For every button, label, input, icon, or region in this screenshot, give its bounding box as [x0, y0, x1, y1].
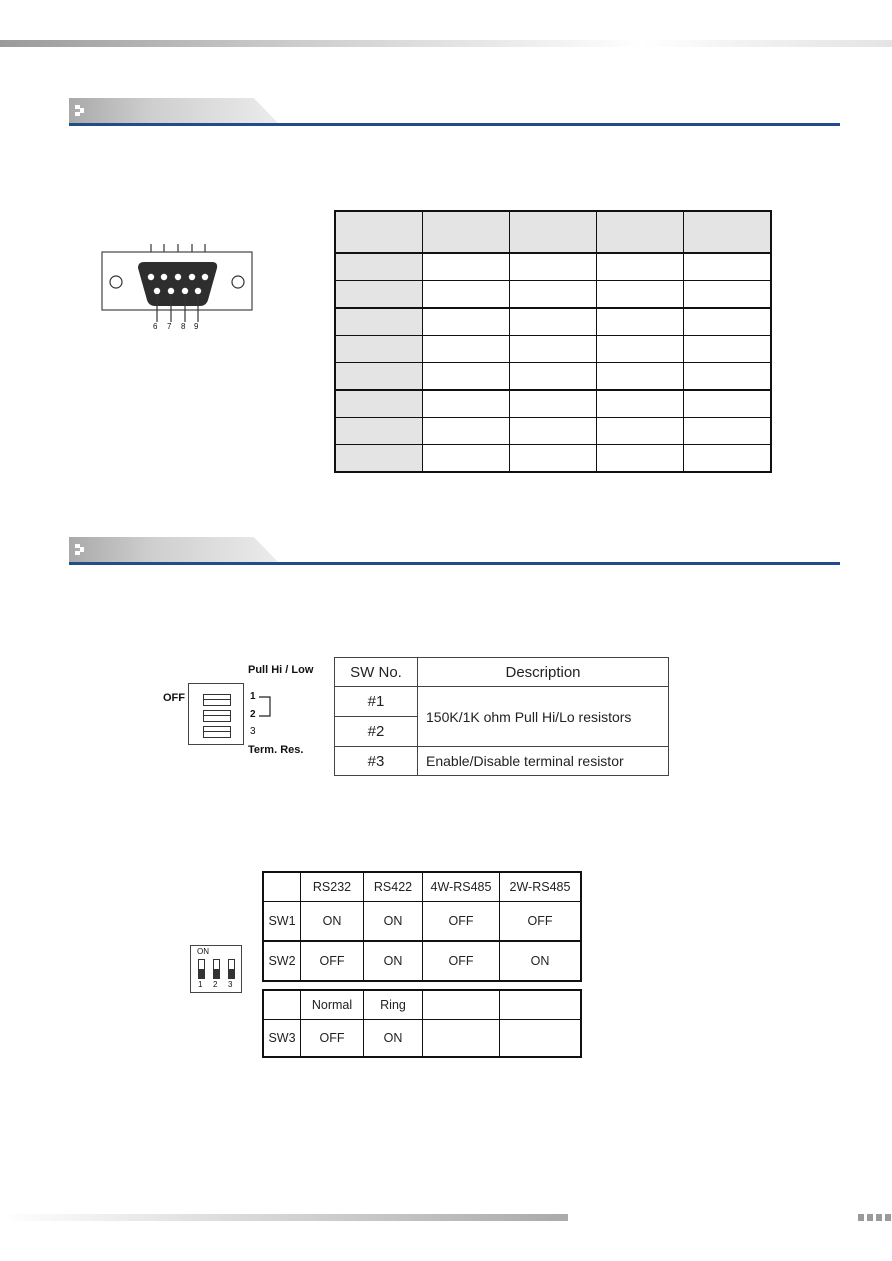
table-row	[335, 418, 771, 445]
switch-number: 2	[250, 709, 256, 720]
table-row	[335, 445, 771, 473]
table-cell: #2	[335, 717, 418, 747]
table-row	[335, 687, 669, 717]
pin-assignment-table	[334, 210, 772, 473]
table-cell: ON	[364, 1020, 423, 1058]
switch-number: 1	[250, 691, 256, 702]
table-cell	[335, 253, 423, 281]
dip-number: 1	[198, 980, 203, 989]
table-cell	[423, 445, 510, 473]
table-cell	[597, 418, 684, 445]
table-cell	[684, 253, 772, 281]
table-cell: #3	[335, 747, 418, 776]
table-cell	[597, 281, 684, 309]
table-cell	[335, 390, 423, 418]
table-cell	[684, 363, 772, 391]
table-cell: #1	[335, 687, 418, 717]
table-cell	[684, 211, 772, 253]
table-cell: 150K/1K ohm Pull Hi/Lo resistors	[418, 687, 669, 747]
table-header-cell: SW No.	[335, 658, 418, 687]
table-cell	[510, 390, 597, 418]
table-header-cell: RS232	[301, 872, 364, 902]
table-cell	[510, 281, 597, 309]
dip-switch-mode	[190, 945, 242, 993]
dip-toggle-1	[203, 694, 231, 706]
pin-label: 6	[153, 322, 158, 331]
pin-label: 9	[194, 322, 199, 331]
table-cell	[335, 308, 423, 336]
dip-number: 3	[228, 980, 233, 989]
pin-label: 7	[167, 322, 172, 331]
pin-label: 8	[181, 322, 186, 331]
table-header-cell: Normal	[301, 990, 364, 1020]
dip-toggle-3	[203, 726, 231, 738]
table-row	[263, 902, 581, 942]
table-cell	[597, 253, 684, 281]
table-cell	[335, 211, 423, 253]
switch-number: 3	[250, 726, 256, 737]
table-cell	[597, 308, 684, 336]
table-header-row	[263, 990, 581, 1020]
table-cell	[597, 445, 684, 473]
dip-lever-1	[198, 959, 205, 979]
table-cell	[510, 211, 597, 253]
table-row	[335, 390, 771, 418]
section-header-tab-connector	[69, 98, 279, 124]
table-cell	[335, 363, 423, 391]
table-cell	[335, 418, 423, 445]
table-cell	[423, 281, 510, 309]
table-cell	[597, 390, 684, 418]
ring-setting-table	[262, 989, 582, 1058]
table-cell	[423, 418, 510, 445]
table-cell	[684, 336, 772, 363]
dip-lever-2	[213, 959, 220, 979]
table-row	[335, 747, 669, 776]
table-row	[335, 253, 771, 281]
table-cell: Enable/Disable terminal resistor	[418, 747, 669, 776]
table-cell	[684, 281, 772, 309]
term-res-label: Term. Res.	[248, 744, 304, 756]
on-label: ON	[197, 947, 209, 956]
table-row	[335, 281, 771, 309]
table-cell	[510, 418, 597, 445]
table-cell	[510, 363, 597, 391]
pull-hi-low-label: Pull Hi / Low	[248, 664, 314, 676]
table-header-cell	[423, 990, 500, 1020]
table-header-row	[335, 211, 771, 253]
section-header-tab-dip	[69, 537, 279, 563]
table-row	[335, 363, 771, 391]
table-cell	[423, 253, 510, 281]
table-cell	[423, 363, 510, 391]
sw-description-table	[334, 657, 669, 776]
table-row-label: SW3	[263, 1020, 301, 1058]
table-cell	[597, 363, 684, 391]
table-cell	[500, 1020, 582, 1058]
table-cell: OFF	[500, 902, 582, 942]
table-header-row	[263, 872, 581, 902]
dip-number: 2	[213, 980, 218, 989]
db9-shape-icon	[96, 232, 258, 334]
table-cell: OFF	[301, 1020, 364, 1058]
table-row	[335, 308, 771, 336]
table-cell: OFF	[423, 941, 500, 981]
table-cell: ON	[301, 902, 364, 942]
table-row	[335, 336, 771, 363]
dip-switch-3pos	[188, 683, 244, 745]
table-cell	[423, 1020, 500, 1058]
table-row-label: SW1	[263, 902, 301, 942]
table-header-cell: Ring	[364, 990, 423, 1020]
table-header-row	[335, 658, 669, 687]
table-cell	[423, 336, 510, 363]
table-cell	[423, 211, 510, 253]
section-divider-line	[69, 123, 840, 126]
table-cell	[510, 308, 597, 336]
table-cell	[510, 336, 597, 363]
table-row-label: SW2	[263, 941, 301, 981]
table-cell	[597, 211, 684, 253]
table-cell	[684, 390, 772, 418]
table-cell	[510, 445, 597, 473]
table-header-cell: 4W-RS485	[423, 872, 500, 902]
table-cell	[684, 308, 772, 336]
table-header-cell	[263, 872, 301, 902]
table-cell	[510, 253, 597, 281]
dip-lever-3	[228, 959, 235, 979]
mode-setting-table	[262, 871, 582, 982]
table-header-cell: RS422	[364, 872, 423, 902]
dip-toggle-2	[203, 710, 231, 722]
table-header-cell	[500, 990, 582, 1020]
table-cell	[423, 308, 510, 336]
table-header-cell	[263, 990, 301, 1020]
table-row	[263, 1020, 581, 1058]
table-cell: ON	[364, 902, 423, 942]
table-cell: OFF	[301, 941, 364, 981]
table-header-cell: 2W-RS485	[500, 872, 582, 902]
footer-decor-bar	[0, 1214, 568, 1221]
header-decor-bar	[0, 40, 892, 47]
table-cell	[335, 445, 423, 473]
table-cell: ON	[364, 941, 423, 981]
section-divider-line	[69, 562, 840, 565]
footer-page-dots	[858, 1214, 891, 1221]
table-cell	[684, 418, 772, 445]
table-cell	[335, 281, 423, 309]
table-cell	[335, 336, 423, 363]
table-cell	[597, 336, 684, 363]
bracket-icon	[258, 695, 274, 719]
table-cell	[684, 445, 772, 473]
db9-connector-diagram	[96, 232, 258, 334]
section-marker-icon	[75, 544, 84, 555]
table-cell	[423, 390, 510, 418]
table-cell: OFF	[423, 902, 500, 942]
section-marker-icon	[75, 105, 84, 116]
table-cell: ON	[500, 941, 582, 981]
table-row	[263, 941, 581, 981]
table-header-cell: Description	[418, 658, 669, 687]
off-label: OFF	[163, 692, 185, 704]
